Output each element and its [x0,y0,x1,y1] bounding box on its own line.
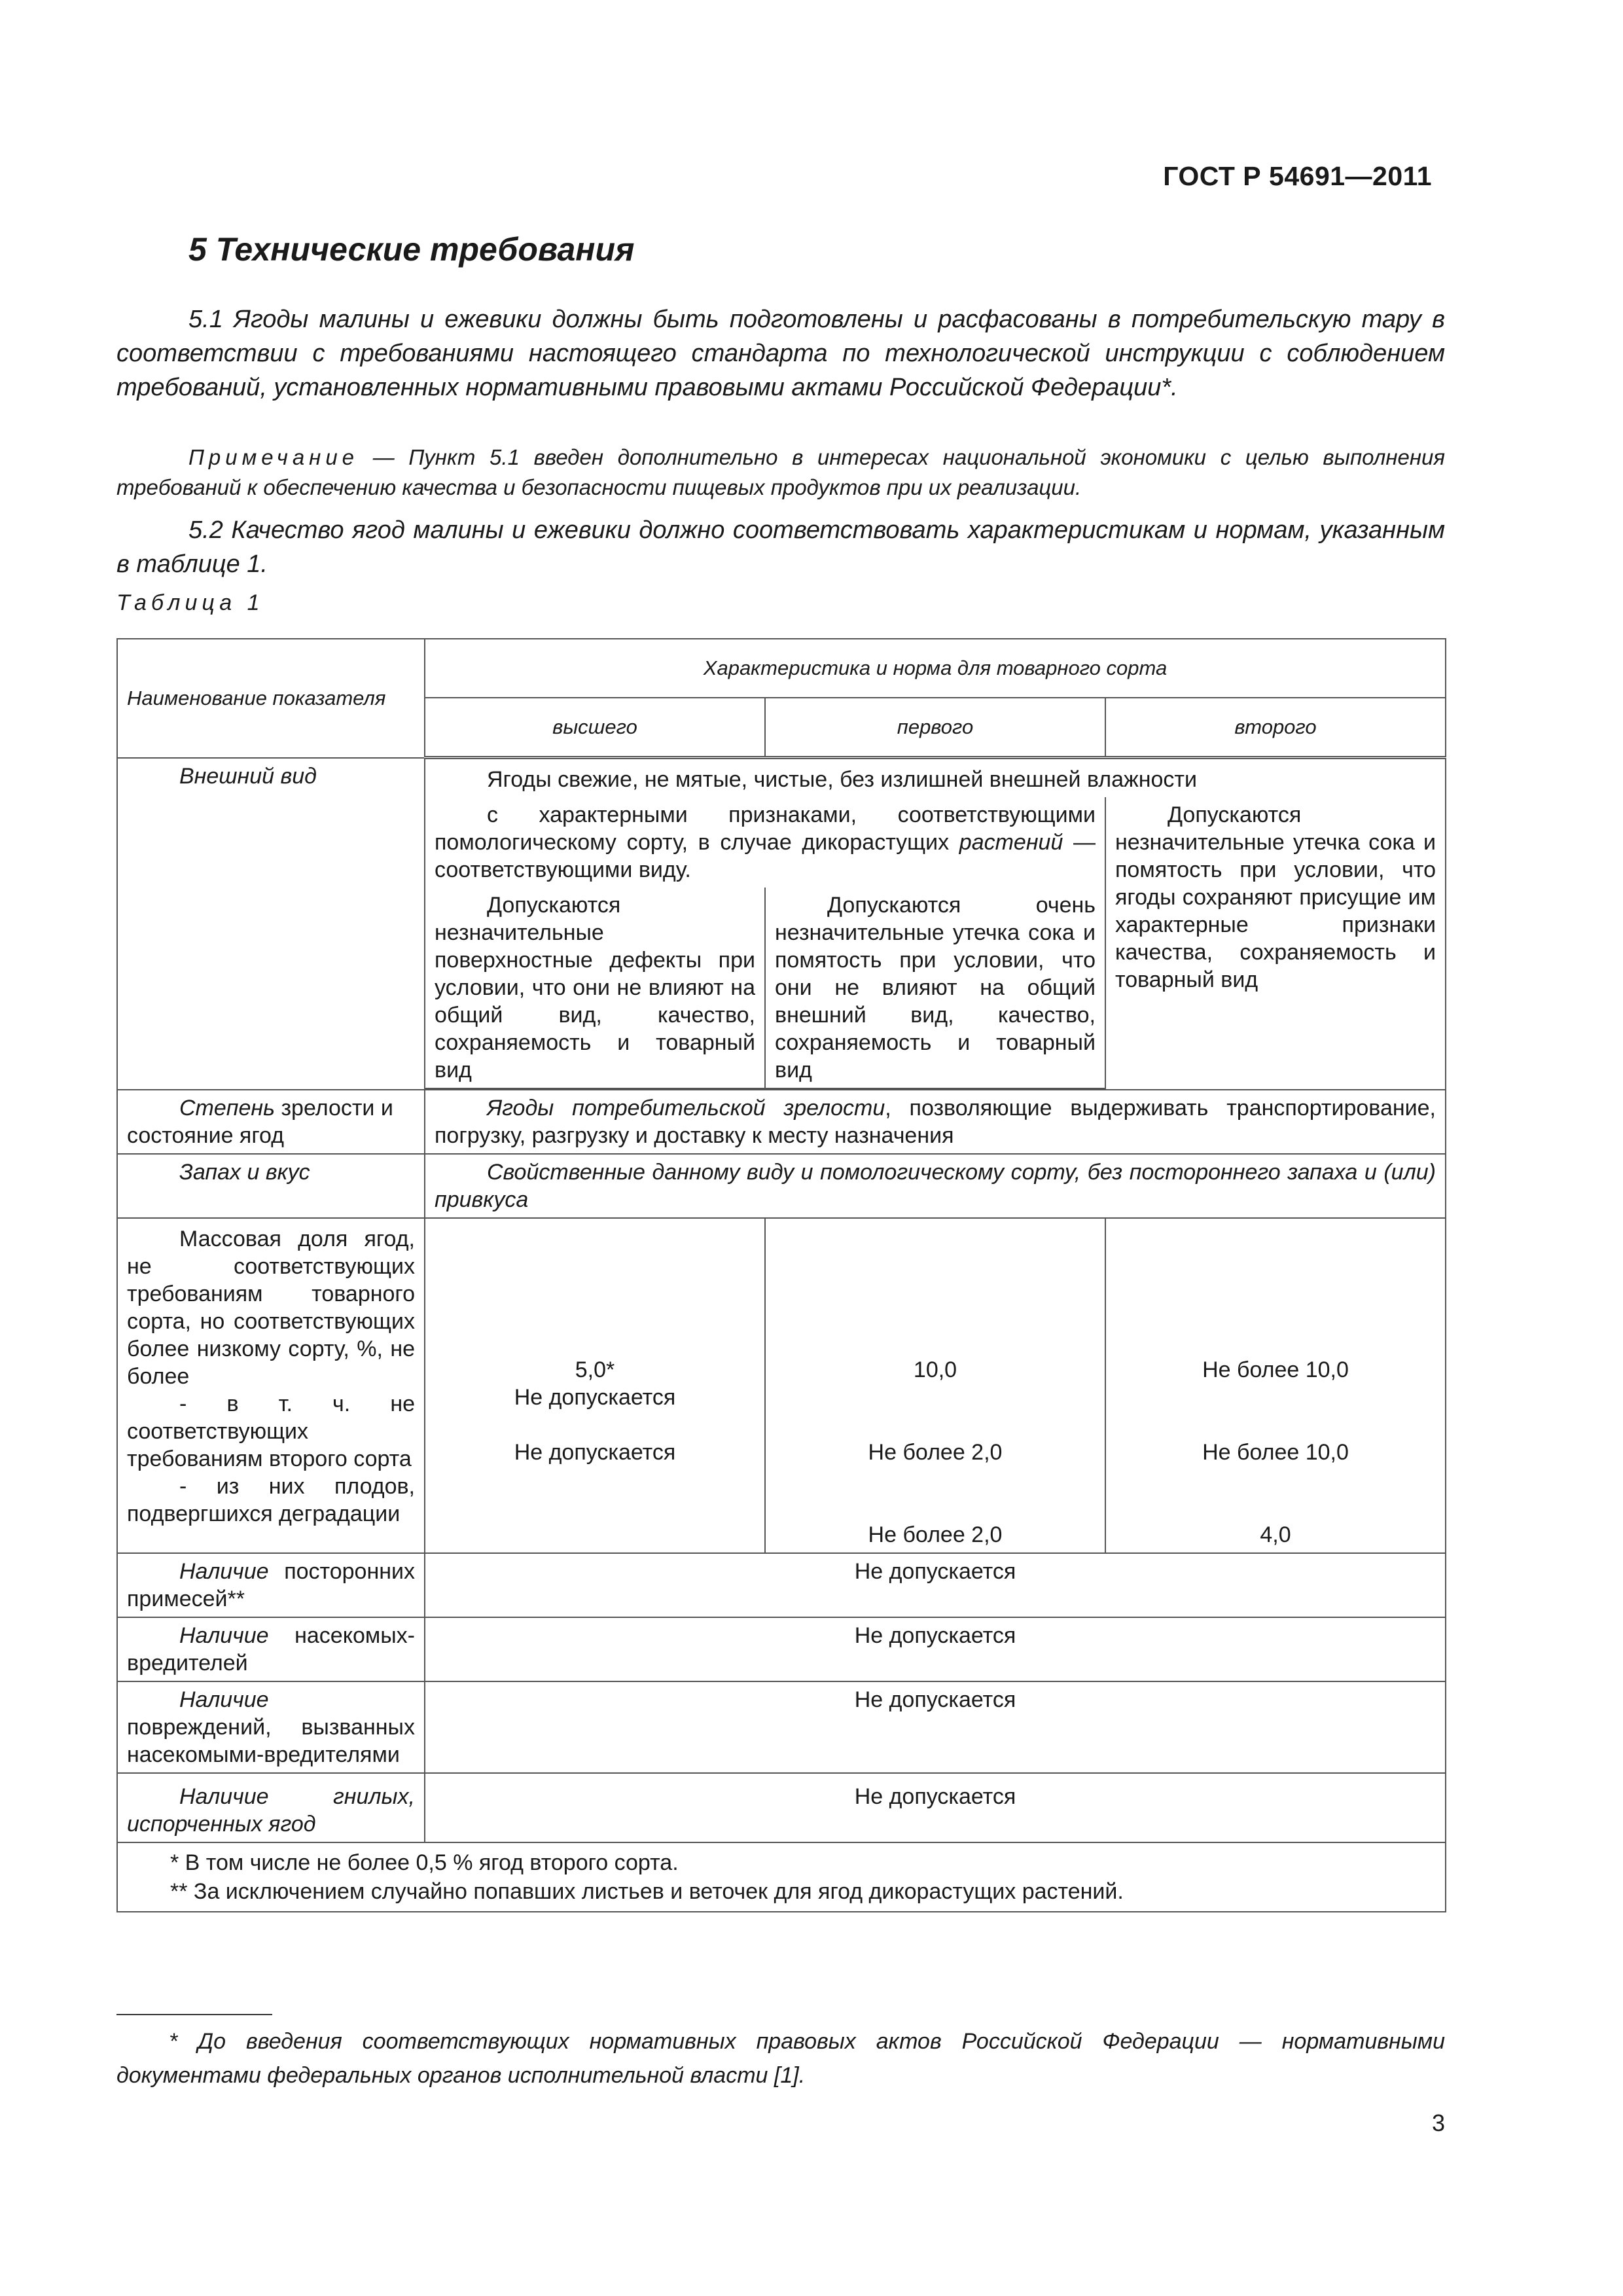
table-row [117,1154,1446,1218]
note [116,442,1445,503]
mass-highest-gap [435,1411,755,1439]
mass-highest-main: 5,0* [575,1357,615,1382]
appearance-second: Допускаются незначительные утечка сока и помятость при условии, что ягоды сохраняют присущие им характерные признаки качества, сохраняемость и товарный вид [1105,797,1446,1090]
appearance-highest: Допускаются незначительные поверхностные дефекты при условии, что они не влияют на общий вид, качество, сохраняемость и товарный вид [425,888,765,1088]
insects-value: Не допускается [425,1617,1446,1681]
insects-name-rest: насекомых-вредителей [127,1623,415,1676]
row-name-insects [117,1617,425,1681]
row-name-appearance: Внешний вид [117,758,425,1090]
appearance-first: Допускаются очень незначительные утечка сока и помятость при условии, что они не влияют на общий внешний вид, качество, сохраняемость и товарный вид [765,888,1105,1088]
mass-second-sub1: Не более 10,0 [1202,1440,1349,1465]
paragraph-5-1 [116,302,1445,404]
header-group: Характеристика и норма для товарного сорта [425,639,1446,698]
mass-first-sub1: Не более 2,0 [868,1440,1003,1465]
table-row [117,1218,1446,1553]
ripeness-value-italic: Ягоды потребительской зрелости [487,1096,885,1121]
header-grade-first: первого [765,698,1105,758]
paragraph-5-2 [116,513,1445,581]
mass-first-gap1 [775,1384,1096,1439]
impurities-name-rest: посторонних примесей** [127,1559,415,1611]
row-name-smell: Запах и вкус [117,1154,425,1218]
section-title: 5 Технические требования [188,231,635,268]
mass-highest-sub1: Не допускается [514,1385,676,1410]
mass-first-gap2 [775,1466,1096,1521]
mass-first-main: 10,0 [913,1357,957,1382]
mass-second-main: Не более 10,0 [1202,1357,1349,1382]
ripeness-value-rest: , позволяющие выдерживать транспортирование, погрузку, разгрузку и доставку к месту назначения [435,1096,1436,1148]
table-footnote-2: ** За исключением случайно попавших листьев и веточек для ягод дикорастущих растений. [170,1879,1124,1904]
table-row [117,1773,1446,1842]
footnote-divider [116,2014,272,2015]
mass-second-gap1 [1115,1384,1436,1439]
mass-highest [425,1218,765,1553]
note-label: Примечание [188,445,359,469]
mass-name-main: Массовая доля ягод, не соответствующих требованиям товарного сорта, но соответствующих более низкому сорту, %, не более [127,1227,415,1389]
appearance-top [425,797,1105,888]
paragraph-5-1-text: 5.1 Ягоды малины и ежевики должны быть подготовлены и расфасованы в потребительскую тару в соответствии с требованиями настоящего стандарта по технологической инструкции с соблюдением требований, установленных нормативными правовыми актами Российской Федерации*. [116,306,1445,401]
document-id: ГОСТ Р 54691—2011 [1163,161,1432,191]
impurities-name-italic: Наличие [179,1559,269,1584]
row-name-damage [117,1681,425,1773]
page-footnote-text: * До введения соответствующих нормативных правовых актов Российской Федерации — нормативными документами федеральных органов исполнительной власти [1]. [116,2029,1445,2088]
mass-first-sub2: Не более 2,0 [868,1522,1003,1547]
table-caption: Таблица 1 [116,590,264,615]
table-row [117,1681,1446,1773]
mass-name-sub1: - в т. ч. не соответствующих требованиям второго сорта [127,1391,415,1471]
appearance-top-pre: с характерными признаками, соответствующими помологическому сорту, в случае дикорастущих [435,802,1096,855]
appearance-top-italic: растений [959,830,1063,855]
table-row [117,758,1446,798]
table-footnotes [117,1842,1446,1912]
mass-first [765,1218,1105,1553]
mass-second [1105,1218,1446,1553]
mass-second-sub2: 4,0 [1260,1522,1291,1547]
table-row [117,1090,1446,1154]
row-name-impurities [117,1553,425,1617]
smell-value: Свойственные данному виду и помологическому сорту, без постороннего запаха и (или) привкуса [425,1154,1446,1218]
ripeness-name-italic: Степень [179,1096,275,1121]
mass-highest-sub2: Не допускается [514,1440,676,1465]
note-text: — Пункт 5.1 введен дополнительно в интересах национальной экономики с целью выполнения требований к обеспечению качества и безопасности пищевых продуктов при их реализации. [116,445,1445,499]
header-grade-second: второго [1105,698,1446,758]
table-footnote-1: * В том числе не более 0,5 % ягод второго сорта. [170,1850,679,1875]
table-row [117,1553,1446,1617]
paragraph-5-2-text: 5.2 Качество ягод малины и ежевики должно соответствовать характеристикам и нормам, указанным в таблице 1. [116,516,1445,578]
table-header-row [117,639,1446,698]
ripeness-name-rest: зрелости и состояние ягод [127,1096,393,1148]
header-param: Наименование показателя [117,639,425,758]
row-name-mass [117,1218,425,1553]
insects-name-italic: Наличие [179,1623,269,1648]
row-name-rotten: Наличие гнилых, испорченных ягод [117,1773,425,1842]
table-footnotes-row [117,1842,1446,1912]
row-name-ripeness [117,1090,425,1154]
table-row [117,1617,1446,1681]
page-number: 3 [1431,2109,1445,2136]
damage-name-italic: Наличие [179,1687,269,1712]
quality-table [116,638,1446,1912]
rotten-value: Не допускается [425,1773,1446,1842]
damage-value: Не допускается [425,1681,1446,1773]
appearance-all: Ягоды свежие, не мятые, чистые, без излишней внешней влажности [425,758,1446,798]
page-footnote [116,2024,1445,2092]
mass-name-sub2: - из них плодов, подвергшихся деградации [127,1474,415,1526]
ripeness-value [425,1090,1446,1154]
appearance-top-post: — соответствующими виду. [435,830,1096,882]
mass-second-gap2 [1115,1466,1436,1521]
impurities-value: Не допускается [425,1553,1446,1617]
damage-name-rest: повреждений, вызванных насекомыми-вредителями [127,1715,415,1767]
header-grade-highest: высшего [425,698,765,758]
